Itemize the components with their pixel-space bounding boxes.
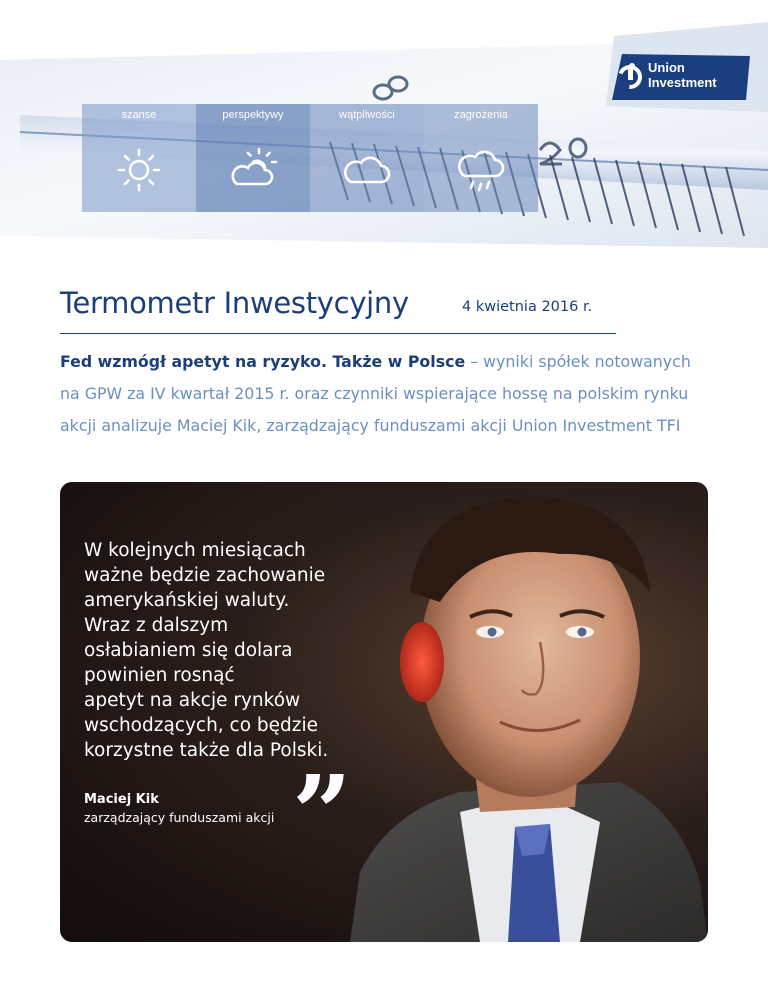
quote-line: apetyt na akcje rynków	[84, 690, 301, 711]
weather-indicator-panel	[82, 104, 538, 212]
quote-line: wschodzących, co będzie	[84, 715, 319, 736]
author-name: Maciej Kik	[84, 792, 159, 807]
lead-body: – wyniki spółek notowanych na GPW za IV kwartał 2015 r. oraz czynniki wspierające hossę na polskim rynku akcji analizuje Maciej Kik, zarządzający funduszami akcji Union Investment TFI	[60, 352, 691, 435]
title-divider	[60, 333, 616, 334]
quote-line: ważne będzie zachowanie	[84, 565, 326, 586]
sun-icon	[109, 140, 169, 200]
lead-paragraph	[60, 346, 700, 442]
quote-line: korzystne także dla Polski.	[84, 740, 329, 761]
quote-line: W kolejnych miesiącach	[84, 540, 306, 561]
weather-label: szanse	[121, 109, 157, 121]
quote-line: powinien rosnąć	[84, 665, 235, 686]
closing-quote-mark: ”	[292, 752, 352, 875]
quote-text	[84, 538, 384, 763]
page-title: Termometr Inwestycyjny	[60, 286, 409, 320]
weather-cell-perspektywy	[196, 104, 310, 212]
weather-label: wątpliwości	[339, 109, 395, 121]
weather-cell-watpliwosci	[310, 104, 424, 212]
logo-line-1: Union	[648, 60, 685, 75]
weather-cell-zagrozenia	[424, 104, 538, 212]
title-row	[60, 286, 620, 334]
lead-headline: Fed wzmógł apetyt na ryzyko. Także w Polsce	[60, 352, 466, 371]
quote-line: Wraz z dalszym	[84, 615, 229, 636]
header-banner	[0, 0, 768, 258]
sun-behind-cloud-icon	[223, 140, 283, 200]
weather-label: zagrożenia	[454, 109, 508, 121]
publication-date: 4 kwietnia 2016 r.	[462, 299, 593, 315]
logo-line-2: Investment	[648, 75, 717, 90]
union-investment-logo[interactable]	[604, 54, 756, 100]
cloud-icon	[337, 140, 397, 200]
quote-line: amerykańskiej waluty.	[84, 590, 290, 611]
quote-card	[60, 482, 708, 942]
weather-cell-szanse	[82, 104, 196, 212]
rain-cloud-icon	[451, 140, 511, 200]
union-logo-icon	[616, 60, 644, 90]
author-role: zarządzający funduszami akcji	[84, 810, 275, 825]
weather-label: perspektywy	[222, 109, 284, 121]
quote-line: osłabianiem się dolara	[84, 640, 293, 661]
logo-wordmark	[648, 60, 717, 90]
quote-author	[84, 790, 304, 827]
